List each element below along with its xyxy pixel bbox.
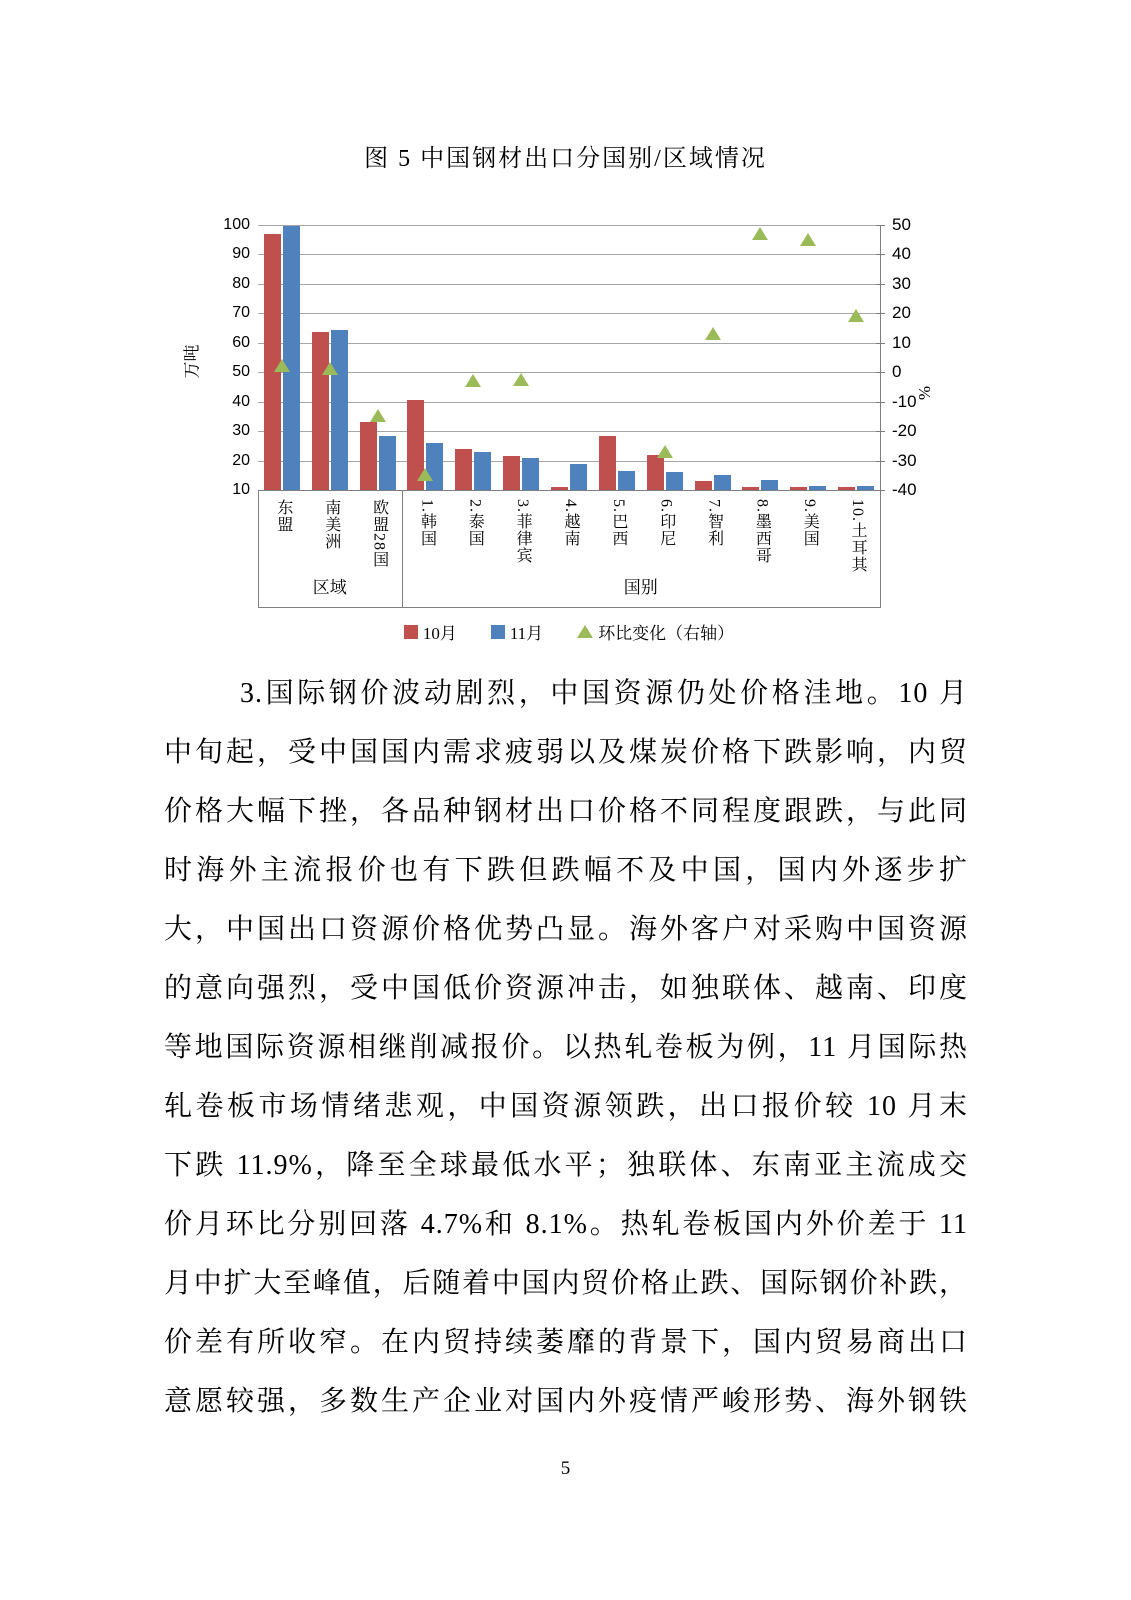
text-line-9: 下跌 11.9%，降至全球最低水平；独联体、东南亚主流成交 xyxy=(164,1150,968,1181)
bar-oct-6 xyxy=(503,456,520,490)
right-axis-line xyxy=(880,225,881,491)
figure-title: 图 5 中国钢材出口分国别/区域情况 xyxy=(364,146,767,172)
bar-nov-9 xyxy=(666,472,683,490)
left-axis-tick-label: 70 xyxy=(232,304,250,322)
category-label-5: 2.泰国 xyxy=(466,499,484,547)
triangle-marker-4 xyxy=(417,468,433,481)
bar-oct-9 xyxy=(647,455,664,490)
category-label-8: 5.巴西 xyxy=(609,499,627,547)
bar-nov-12 xyxy=(809,486,826,490)
label-box-right xyxy=(880,490,881,607)
bar-oct-8 xyxy=(599,436,616,490)
bar-nov-6 xyxy=(522,458,539,490)
text-line-13: 意愿较强，多数生产企业对国内外疫情严峻形势、海外钢铁 xyxy=(164,1386,968,1417)
right-axis-tick-label: 50 xyxy=(892,215,911,234)
bar-nov-5 xyxy=(474,452,491,490)
bar-nov-13 xyxy=(857,486,874,490)
gridline xyxy=(258,490,880,491)
chart-legend xyxy=(258,619,880,644)
category-label-3: 欧盟28国 xyxy=(370,499,388,568)
text-line-11: 月中扩大至峰值，后随着中国内贸价格止跌、国际钢价补跌， xyxy=(164,1268,968,1299)
gridline xyxy=(258,343,880,344)
text-line-1: 3.国际钢价波动剧烈，中国资源仍处价格洼地。10 月 xyxy=(240,678,968,709)
text-line-7: 等地国际资源相继削减报价。以热轧卷板为例，11 月国际热 xyxy=(164,1032,968,1063)
legend-item-2 xyxy=(491,619,543,644)
bar-oct-2 xyxy=(312,332,329,490)
right-axis-tick-label: 30 xyxy=(892,273,911,293)
gridline xyxy=(258,254,880,255)
right-axis-tick-label: -40 xyxy=(892,480,917,499)
left-axis-tick-label: 10 xyxy=(232,481,250,498)
bar-oct-13 xyxy=(838,487,855,490)
legend-label: 环比变化（右轴） xyxy=(598,624,735,643)
category-label-2: 南美洲 xyxy=(322,499,340,550)
category-label-7: 4.越南 xyxy=(562,499,579,547)
bar-nov-8 xyxy=(618,471,635,490)
bar-oct-3 xyxy=(360,422,377,490)
right-axis-tick-label: -30 xyxy=(892,450,917,470)
right-axis-tick-label: 20 xyxy=(892,303,911,323)
left-axis-tick-label: 100 xyxy=(223,216,250,233)
right-axis-tick-label: -10 xyxy=(892,391,917,411)
category-label-13: 10.土耳其 xyxy=(849,499,867,573)
legend-triangle-icon xyxy=(577,625,593,638)
group-label-2: 国别 xyxy=(623,578,658,597)
triangle-marker-1 xyxy=(274,359,290,372)
bar-nov-7 xyxy=(570,464,587,491)
triangle-marker-9 xyxy=(657,445,673,458)
triangle-marker-11 xyxy=(752,227,768,240)
gridline xyxy=(258,284,880,285)
legend-label: 10月 xyxy=(422,624,457,643)
legend-item-3 xyxy=(577,619,734,644)
right-axis-tick-label: 0 xyxy=(892,362,902,382)
gridline xyxy=(258,402,880,403)
left-axis-tick-label: 60 xyxy=(232,333,250,351)
bar-oct-10 xyxy=(695,481,712,490)
gridline xyxy=(258,313,880,314)
gridline xyxy=(258,372,880,373)
category-label-6: 3.菲律宾 xyxy=(514,499,532,564)
group-label-1: 区域 xyxy=(312,578,347,597)
category-label-9: 6.印尼 xyxy=(657,499,675,547)
bar-nov-11 xyxy=(761,480,778,490)
text-line-2: 中旬起，受中国国内需求疲弱以及煤炭价格下跌影响，内贸 xyxy=(164,737,968,768)
bar-oct-5 xyxy=(455,449,472,490)
triangle-marker-5 xyxy=(465,374,481,387)
bar-nov-2 xyxy=(331,330,348,490)
bar-nov-4 xyxy=(426,443,443,490)
category-label-4: 1.韩国 xyxy=(418,499,436,547)
triangle-marker-2 xyxy=(322,362,338,375)
category-label-1: 东盟 xyxy=(274,499,292,533)
legend-item-1 xyxy=(404,619,457,644)
left-axis-tick-label: 50 xyxy=(232,363,250,381)
label-box-bottom xyxy=(258,607,881,608)
legend-label: 11月 xyxy=(509,624,544,643)
triangle-marker-12 xyxy=(800,233,816,246)
right-axis-title: % xyxy=(915,385,935,400)
text-line-3: 价格大幅下挫，各品种钢材出口价格不同程度跟跌，与此同 xyxy=(164,796,968,827)
left-axis-title: 万吨 xyxy=(182,344,202,378)
text-line-6: 的意向强烈，受中国低价资源冲击，如独联体、越南、印度 xyxy=(164,973,968,1004)
text-line-10: 价月环比分别回落 4.7%和 8.1%。热轧卷板国内外价差于 11 xyxy=(164,1209,968,1240)
triangle-marker-10 xyxy=(705,327,721,340)
left-axis-tick-label: 90 xyxy=(232,245,250,263)
gridline xyxy=(258,461,880,462)
text-line-8: 轧卷板市场情绪悲观，中国资源领跌，出口报价较 10 月末 xyxy=(164,1091,968,1122)
page-number: 5 xyxy=(560,1458,571,1479)
category-label-10: 7.智利 xyxy=(705,499,723,547)
category-label-12: 9.美国 xyxy=(801,499,819,547)
gridline xyxy=(258,225,880,226)
text-line-12: 价差有所收窄。在内贸持续萎靡的背景下，国内贸易商出口 xyxy=(164,1327,968,1358)
paragraph xyxy=(164,664,968,1431)
bar-nov-1 xyxy=(283,226,300,490)
bar-oct-7 xyxy=(551,487,568,490)
right-axis-tick-label: 10 xyxy=(892,332,911,352)
triangle-marker-6 xyxy=(513,373,529,386)
bar-nov-10 xyxy=(714,475,731,490)
text-line-5: 大，中国出口资源价格优势凸显。海外客户对采购中国资源 xyxy=(164,914,968,945)
right-axis-tick-label: 40 xyxy=(892,244,911,264)
category-label-11: 8.墨西哥 xyxy=(753,499,771,564)
left-axis-tick-label: 30 xyxy=(232,422,250,440)
left-axis-tick-label: 20 xyxy=(232,451,250,469)
bar-nov-3 xyxy=(379,436,396,490)
left-axis-tick-label: 80 xyxy=(232,274,250,292)
text-line-4: 时海外主流报价也有下跌但跌幅不及中国，国内外逐步扩 xyxy=(164,855,968,886)
right-axis-tick-label: -20 xyxy=(892,421,917,441)
triangle-marker-3 xyxy=(370,409,386,422)
legend-square-icon xyxy=(491,625,505,639)
legend-square-icon xyxy=(404,625,418,639)
bar-oct-12 xyxy=(790,487,807,490)
triangle-marker-13 xyxy=(848,309,864,322)
bar-oct-11 xyxy=(742,487,759,490)
left-axis-tick-label: 40 xyxy=(232,392,250,410)
gridline xyxy=(258,431,880,432)
